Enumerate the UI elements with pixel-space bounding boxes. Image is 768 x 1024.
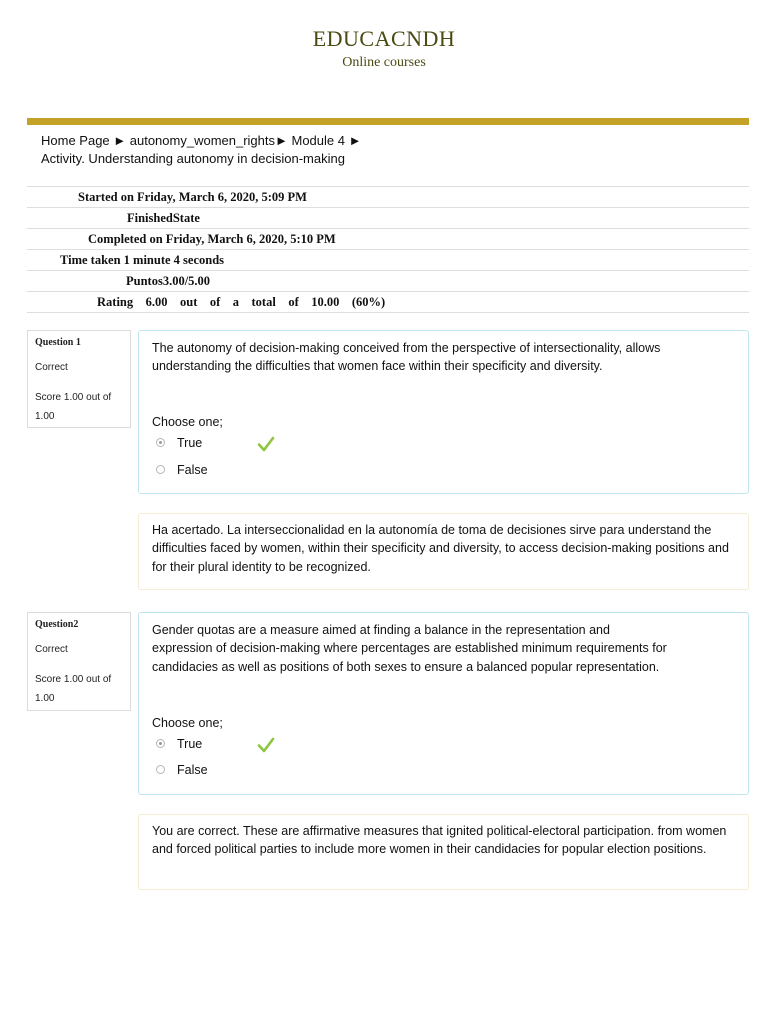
- breadcrumb-activity-link[interactable]: Activity. Understanding autonomy in decision-making: [41, 151, 345, 166]
- question-state: Correct: [35, 644, 68, 655]
- question-text: The autonomy of decision-making conceived from the perspective of intersectionality, allows understanding the difficulties that women face within their specificity and diversity.: [152, 341, 661, 374]
- radio-button[interactable]: [156, 739, 165, 748]
- question-feedback: [138, 513, 749, 590]
- site-subtitle: Online courses: [342, 55, 426, 70]
- feedback-text: Ha acertado. La interseccionalidad en la autonomía de toma de decisiones sirve para understand the difficulties faced by women, within their specificity and diversity, to access decision-making positions and for their plural identity to be recognized.: [152, 523, 729, 574]
- breadcrumb: [41, 132, 741, 168]
- question-feedback: [138, 814, 749, 890]
- summary-row-points: [27, 270, 749, 291]
- rating: Rating 6.00 out of a total of 10.00 (60%): [97, 295, 386, 309]
- summary-row-state: [27, 207, 749, 228]
- radio-button[interactable]: [156, 765, 165, 774]
- check-icon: [257, 435, 275, 453]
- breadcrumb-module-link[interactable]: Module 4: [291, 133, 345, 148]
- summary-row-rating: [27, 291, 749, 313]
- breadcrumb-separator: ►: [344, 133, 362, 148]
- completed-on: Completed on Friday, March 6, 2020, 5:10 PM: [88, 232, 336, 246]
- breadcrumb-home-link[interactable]: Home Page: [41, 133, 110, 148]
- summary-row-started: [27, 186, 749, 207]
- radio-button[interactable]: [156, 465, 165, 474]
- check-icon: [257, 736, 275, 754]
- breadcrumb-separator: ►: [109, 133, 130, 148]
- site-header: [0, 26, 768, 71]
- question-text: Gender quotas are a measure aimed at finding a balance in the representation and expression of decision-making where percentages are established minimum requirements for candidacies as well as positions of both sexes to ensure a balanced popular representation.: [152, 623, 667, 674]
- question-content: [138, 330, 749, 494]
- option-label: False: [177, 763, 208, 777]
- breadcrumb-course-link[interactable]: autonomy_women_rights: [129, 133, 275, 148]
- summary-row-completed: [27, 228, 749, 249]
- question-state: Correct: [35, 362, 68, 373]
- question-number: Question 1: [35, 337, 81, 348]
- option-label: True: [177, 436, 203, 450]
- site-title[interactable]: EDUCACNDH: [312, 26, 456, 51]
- answer-prompt: Choose one;: [152, 716, 223, 730]
- header-divider: [27, 118, 749, 125]
- answer-prompt: Choose one;: [152, 415, 223, 429]
- question-grade: Score 1.00 out of 1.00: [35, 392, 112, 422]
- started-on: Started on Friday, March 6, 2020, 5:09 PM: [78, 190, 307, 204]
- question-grade: Score 1.00 out of 1.00: [35, 674, 112, 704]
- feedback-text: You are correct. These are affirmative measures that ignited political-electoral participation. from women and forced political parties to include more women in their candidacies for popular election positions.: [152, 824, 727, 857]
- breadcrumb-separator: ►: [275, 133, 292, 148]
- option-label: True: [177, 737, 203, 751]
- summary-row-time: [27, 249, 749, 270]
- question-info: [27, 612, 131, 711]
- question-content: [138, 612, 749, 795]
- question-info: [27, 330, 131, 428]
- points: Puntos3.00/5.00: [126, 274, 211, 288]
- time-taken: Time taken 1 minute 4 seconds: [60, 253, 225, 267]
- radio-button[interactable]: [156, 438, 165, 447]
- question-number: Question2: [35, 619, 79, 630]
- attempt-state: FinishedState: [127, 211, 200, 225]
- option-label: False: [177, 463, 208, 477]
- attempt-summary-table: [27, 186, 749, 313]
